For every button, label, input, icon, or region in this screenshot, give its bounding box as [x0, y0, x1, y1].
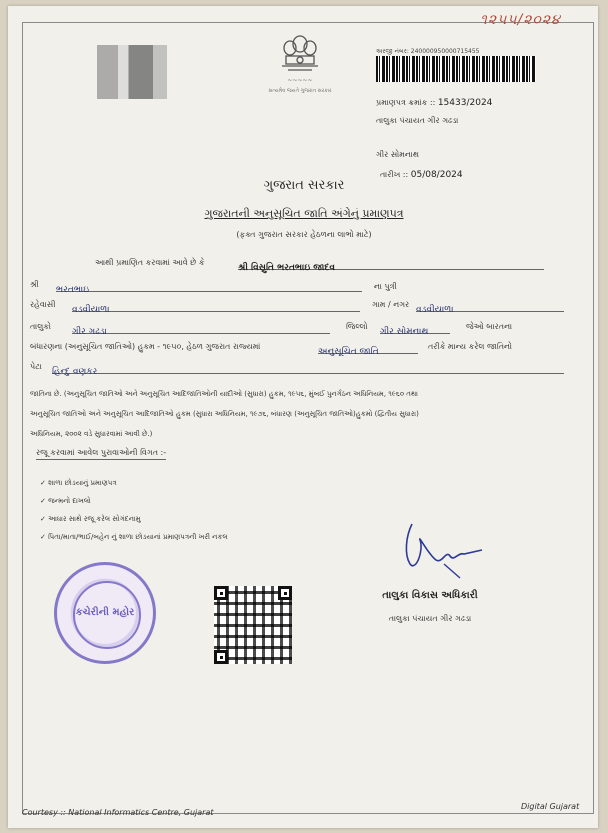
emblem-caption: સત્યમેવ જયતે ગુજરાત સરકાર	[268, 88, 332, 94]
holder-name: શ્રી વિસ્રુતિ ભરતભાઇ જાદવ	[238, 263, 336, 273]
verification-qr-code[interactable]	[214, 586, 292, 664]
order-tail: તરીકે માન્ય કરેલ જાતિનો	[428, 342, 512, 351]
district-header: ગીર સોમનાથ	[376, 150, 419, 159]
father-name-line	[56, 277, 362, 295]
qr-finder	[214, 650, 228, 664]
village: વડવીયાળા	[72, 305, 110, 315]
evidence-item: ✓ પિતા/માતા/ભાઈ/બહેન નું શાળા છોડયાનાં પ્રમાણપત્રની ખરી નકલ	[40, 533, 228, 541]
tail-text: જેઓ બારતના	[466, 322, 513, 331]
village-label: રહેવાસી	[30, 300, 56, 309]
certificate-number-row	[376, 98, 492, 108]
father-name: ભરતભાઇ	[56, 285, 90, 295]
village-line	[72, 297, 360, 315]
shri-label: શ્રી	[30, 280, 39, 289]
taluka-label: તાલુકો	[30, 322, 51, 331]
village-town-label: ગામ / નગર	[372, 300, 410, 309]
legal-text-line-2: અનુસૂચિત જાતિઓ અને અનુસૂચિત આદિજાતિઓ હુકમ (સુધારા અધિનિયમ, ૧૯૭૬, બંધારણ (અનુસૂચિત જાતિઓ)હુકમો (દ્વિતીય સુધારા)	[30, 410, 419, 418]
footer-digital-gujarat: Digital Gujarat	[521, 802, 580, 811]
relation: ના પુત્રી	[374, 282, 397, 291]
signature-icon	[398, 520, 490, 582]
evidence-item: ✓ આધાર સાથે રજૂ કરેલ સોગંદનામુ	[40, 515, 141, 523]
certify-text: આથી પ્રમાણિત કરવામાં આવે છે કે	[95, 258, 205, 267]
category-line	[318, 339, 418, 357]
village-town-line	[416, 297, 564, 315]
seal-text: કચેરીની મહોર	[75, 607, 135, 618]
signatory-office: તાલુકા પંચાયત ગીર ગઢડા	[388, 614, 472, 623]
legal-text	[30, 384, 570, 444]
taluka-line	[72, 319, 330, 337]
district-label: જિલ્લો	[346, 322, 368, 331]
evidence-heading: રજૂ કરવામાં આવેલ પુરાવાઓની વિગત :-	[36, 448, 166, 460]
caste-line	[52, 359, 564, 377]
village-town: વડવીયાળા	[416, 305, 454, 315]
government-title: ગુજરાત સરકાર	[263, 178, 345, 193]
certificate-number-label: પ્રમાણપત્ર ક્રમાંક ::	[376, 98, 436, 107]
district-line	[380, 319, 450, 337]
order-text: બંધારણના (અનુસૂચિત જાતિઓ) હુકમ - ૧૯૫૦, હેઠળ ગુજરાત રાજ્યમાં	[30, 342, 261, 351]
qr-finder	[214, 586, 228, 600]
holder-name-line	[238, 255, 544, 273]
issue-date: 05/08/2024	[410, 170, 463, 180]
caste-prefix: પેટા	[30, 362, 42, 371]
signatory-title: તાલુકા વિકાસ અધિકારી	[382, 590, 478, 601]
barcode-number: અરજી નંબર: 240000950000715455	[376, 48, 480, 55]
date-label: તારીખ ::	[380, 170, 409, 179]
evidence-list	[40, 474, 228, 546]
taluka: ગીર ગઢડા	[72, 327, 107, 337]
certificate-subtitle: (ફક્ત ગુજરાત સરકાર હેઠળના લાભો માટે)	[236, 230, 372, 239]
state-emblem-icon	[272, 30, 328, 88]
certificate-title: ગુજરાતની અનુસૂચિત જાતિ અંગેનું પ્રમાણપત્ર	[204, 207, 404, 220]
issuing-office-top: તાલુકા પંચાયત ગીર ગઢડા	[376, 116, 459, 125]
qr-finder	[278, 586, 292, 600]
svg-text:~~~~~: ~~~~~	[287, 77, 313, 84]
evidence-item: ✓ શાળા છોડયાનું પ્રમાણપત્ર	[40, 479, 117, 487]
office-seal	[54, 562, 156, 664]
category: અનુસૂચિત જાતિ	[318, 347, 379, 357]
legal-text-line-3: અધિનિયમ, ૨૦૦૨ વડે સુધારવામાં આવી છે.)	[30, 430, 153, 438]
applicant-photo	[97, 45, 167, 99]
legal-text-line-1: જાતિના છે. (અનુસૂચિત જાતિઓ અને અનુસૂચિત આદિજાતિઓની યાદીઓ (સુધારા) હુકમ, ૧૯૫૬, મુંબઈ પુનર્ગઠન અધિનિયમ, ૧૯૬૦ તથા	[30, 390, 418, 398]
evidence-item: ✓ જન્મનો દાખલો	[40, 497, 91, 505]
application-barcode	[376, 56, 536, 82]
footer-courtesy: Courtesy :: National Informatics Centre, Gujarat	[22, 808, 214, 817]
district: ગીર સોમનાથ	[380, 327, 429, 337]
certificate-number: 15433/2024	[437, 98, 493, 108]
handwritten-note: ૧૨૫૫/૨૦૨૪	[480, 12, 561, 28]
caste: હિન્દુ વણકર	[52, 367, 98, 377]
